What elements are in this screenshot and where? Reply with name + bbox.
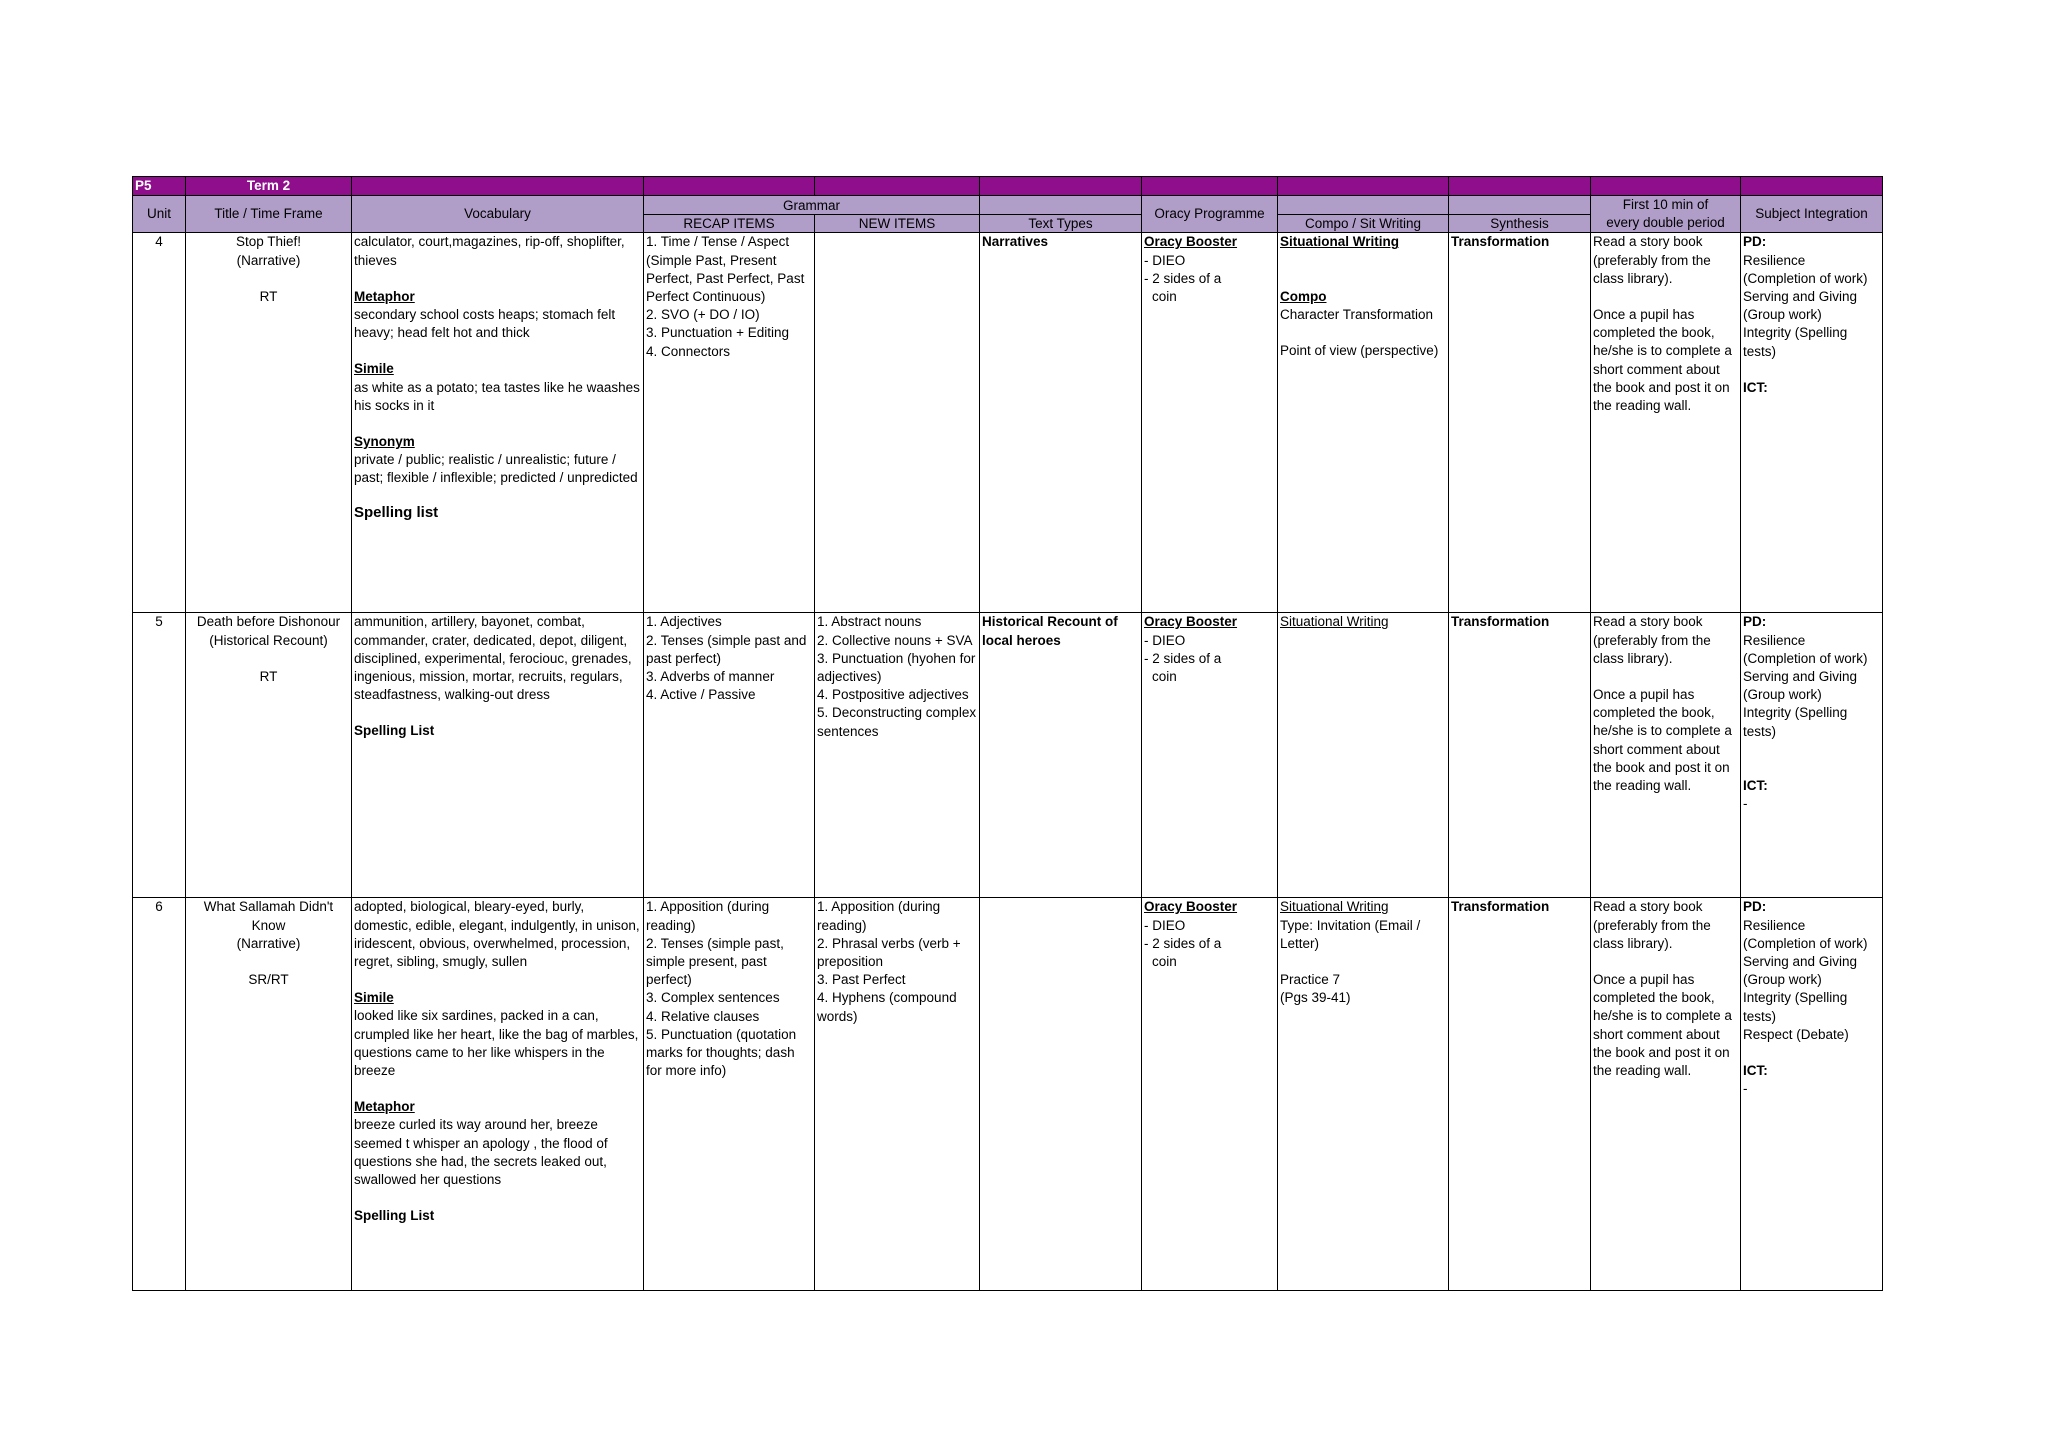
text-type-cell: Narratives bbox=[980, 233, 1142, 613]
text-type-cell: Historical Recount of local heroes bbox=[980, 613, 1142, 898]
vocabulary-cell: ammunition, artillery, bayonet, combat, commander, crater, dedicated, depot, diligent, disciplined, experimental, ferociouc, grenades, ingenious, mission, mortar, recruits, regulars, steadfastness, walking-out dress Spelling List bbox=[352, 613, 644, 898]
level-label: P5 bbox=[133, 177, 186, 196]
oracy-header: Oracy Programme bbox=[1142, 196, 1278, 233]
compo-cell: Situational Writing Type: Invitation (Email / Letter) Practice 7 (Pgs 39-41) bbox=[1278, 898, 1449, 1291]
first10-header: First 10 min of every double period bbox=[1591, 196, 1741, 233]
grammar-header: Grammar bbox=[644, 196, 980, 215]
first10-cell: Read a story book (preferably from the class library). Once a pupil has completed the book, he/she is to complete a short comment about the book and post it on the reading wall. bbox=[1591, 898, 1741, 1291]
synthesis-cell: Transformation bbox=[1449, 233, 1591, 613]
subject-integration-cell: PD: Resilience (Completion of work) Serving and Giving (Group work) Integrity (Spelling tests) ICT: bbox=[1741, 233, 1883, 613]
recap-items-cell: 1. Adjectives 2. Tenses (simple past and past perfect) 3. Adverbs of manner 4. Active / Passive bbox=[644, 613, 815, 898]
first10-cell: Read a story book (preferably from the class library). Once a pupil has completed the book, he/she is to complete a short comment about the book and post it on the reading wall. bbox=[1591, 233, 1741, 613]
recap-items-cell: 1. Apposition (during reading) 2. Tenses (simple past, simple present, past perfect) 3. Complex sentences 4. Relative clauses 5. Punctuation (quotation marks for thoughts; dash for more info) bbox=[644, 898, 815, 1291]
new-items-cell bbox=[815, 233, 980, 613]
table-row bbox=[133, 898, 1883, 1291]
unit-number: 4 bbox=[133, 233, 186, 613]
synthesis-cell: Transformation bbox=[1449, 613, 1591, 898]
text-types-header: Text Types bbox=[980, 215, 1142, 233]
unit-title: Death before Dishonour (Historical Recount) RT bbox=[186, 613, 352, 898]
oracy-cell: Oracy Booster - DIEO - 2 sides of a coin bbox=[1142, 898, 1278, 1291]
synthesis-header: Synthesis bbox=[1449, 215, 1591, 233]
compo-cell: Situational Writing bbox=[1278, 613, 1449, 898]
new-items-cell: 1. Apposition (during reading) 2. Phrasal verbs (verb + preposition 3. Past Perfect 4. Hyphens (compound words) bbox=[815, 898, 980, 1291]
recap-items-header: RECAP ITEMS bbox=[644, 215, 815, 233]
vocabulary-cell: adopted, biological, bleary-eyed, burly, domestic, edible, elegant, indulgently, in unison, iridescent, obvious, overwhelmed, procession, regret, sibling, smugly, sullen Simile looked like six sardines, packed in a can, crumpled like her heart, like the bag of marbles, questions came to her like whispers in the breeze Metaphor breeze curled its way around her, breeze seemed t whisper an apology , the flood of questions she had, the secrets leaked out, swallowed her questions Spelling List bbox=[352, 898, 644, 1291]
synthesis-cell: Transformation bbox=[1449, 898, 1591, 1291]
unit-title: What Sallamah Didn't Know (Narrative) SR/RT bbox=[186, 898, 352, 1291]
recap-items-cell: 1. Time / Tense / Aspect (Simple Past, Present Perfect, Past Perfect, Past Perfect Continuous) 2. SVO (+ DO / IO) 3. Punctuation + Editing 4. Connectors bbox=[644, 233, 815, 613]
subject-integration-cell: PD: Resilience (Completion of work) Serving and Giving (Group work) Integrity (Spelling tests) Respect (Debate) ICT: - bbox=[1741, 898, 1883, 1291]
term-label: Term 2 bbox=[186, 177, 352, 196]
term-banner-row bbox=[133, 177, 1883, 196]
table-row bbox=[133, 613, 1883, 898]
table-row bbox=[133, 233, 1883, 613]
unit-title: Stop Thief! (Narrative) RT bbox=[186, 233, 352, 613]
first10-cell: Read a story book (preferably from the class library). Once a pupil has completed the book, he/she is to complete a short comment about the book and post it on the reading wall. bbox=[1591, 613, 1741, 898]
scheme-of-work-table bbox=[132, 176, 1883, 1291]
header-row bbox=[133, 196, 1883, 215]
title-header: Title / Time Frame bbox=[186, 196, 352, 233]
subject-integration-cell: PD: Resilience (Completion of work) Serving and Giving (Group work) Integrity (Spelling tests) ICT: - bbox=[1741, 613, 1883, 898]
vocabulary-cell: calculator, court,magazines, rip-off, shoplifter, thieves Metaphor secondary school costs heaps; stomach felt heavy; head felt hot and thick Simile as white as a potato; tea tastes like he waashes his socks in it Synonym private / public; realistic / unrealistic; future / past; flexible / inflexible; predicted / unpredicted Spelling list bbox=[352, 233, 644, 613]
text-type-cell bbox=[980, 898, 1142, 1291]
oracy-cell: Oracy Booster - DIEO - 2 sides of a coin bbox=[1142, 233, 1278, 613]
compo-cell: Situational Writing Compo Character Transformation Point of view (perspective) bbox=[1278, 233, 1449, 613]
unit-number: 5 bbox=[133, 613, 186, 898]
unit-number: 6 bbox=[133, 898, 186, 1291]
unit-header: Unit bbox=[133, 196, 186, 233]
new-items-header: NEW ITEMS bbox=[815, 215, 980, 233]
subject-integration-header: Subject Integration bbox=[1741, 196, 1883, 233]
new-items-cell: 1. Abstract nouns 2. Collective nouns + SVA 3. Punctuation (hyohen for adjectives) 4. Postpositive adjectives 5. Deconstructing complex sentences bbox=[815, 613, 980, 898]
compo-header: Compo / Sit Writing bbox=[1278, 215, 1449, 233]
vocabulary-header: Vocabulary bbox=[352, 196, 644, 233]
oracy-cell: Oracy Booster - DIEO - 2 sides of a coin bbox=[1142, 613, 1278, 898]
